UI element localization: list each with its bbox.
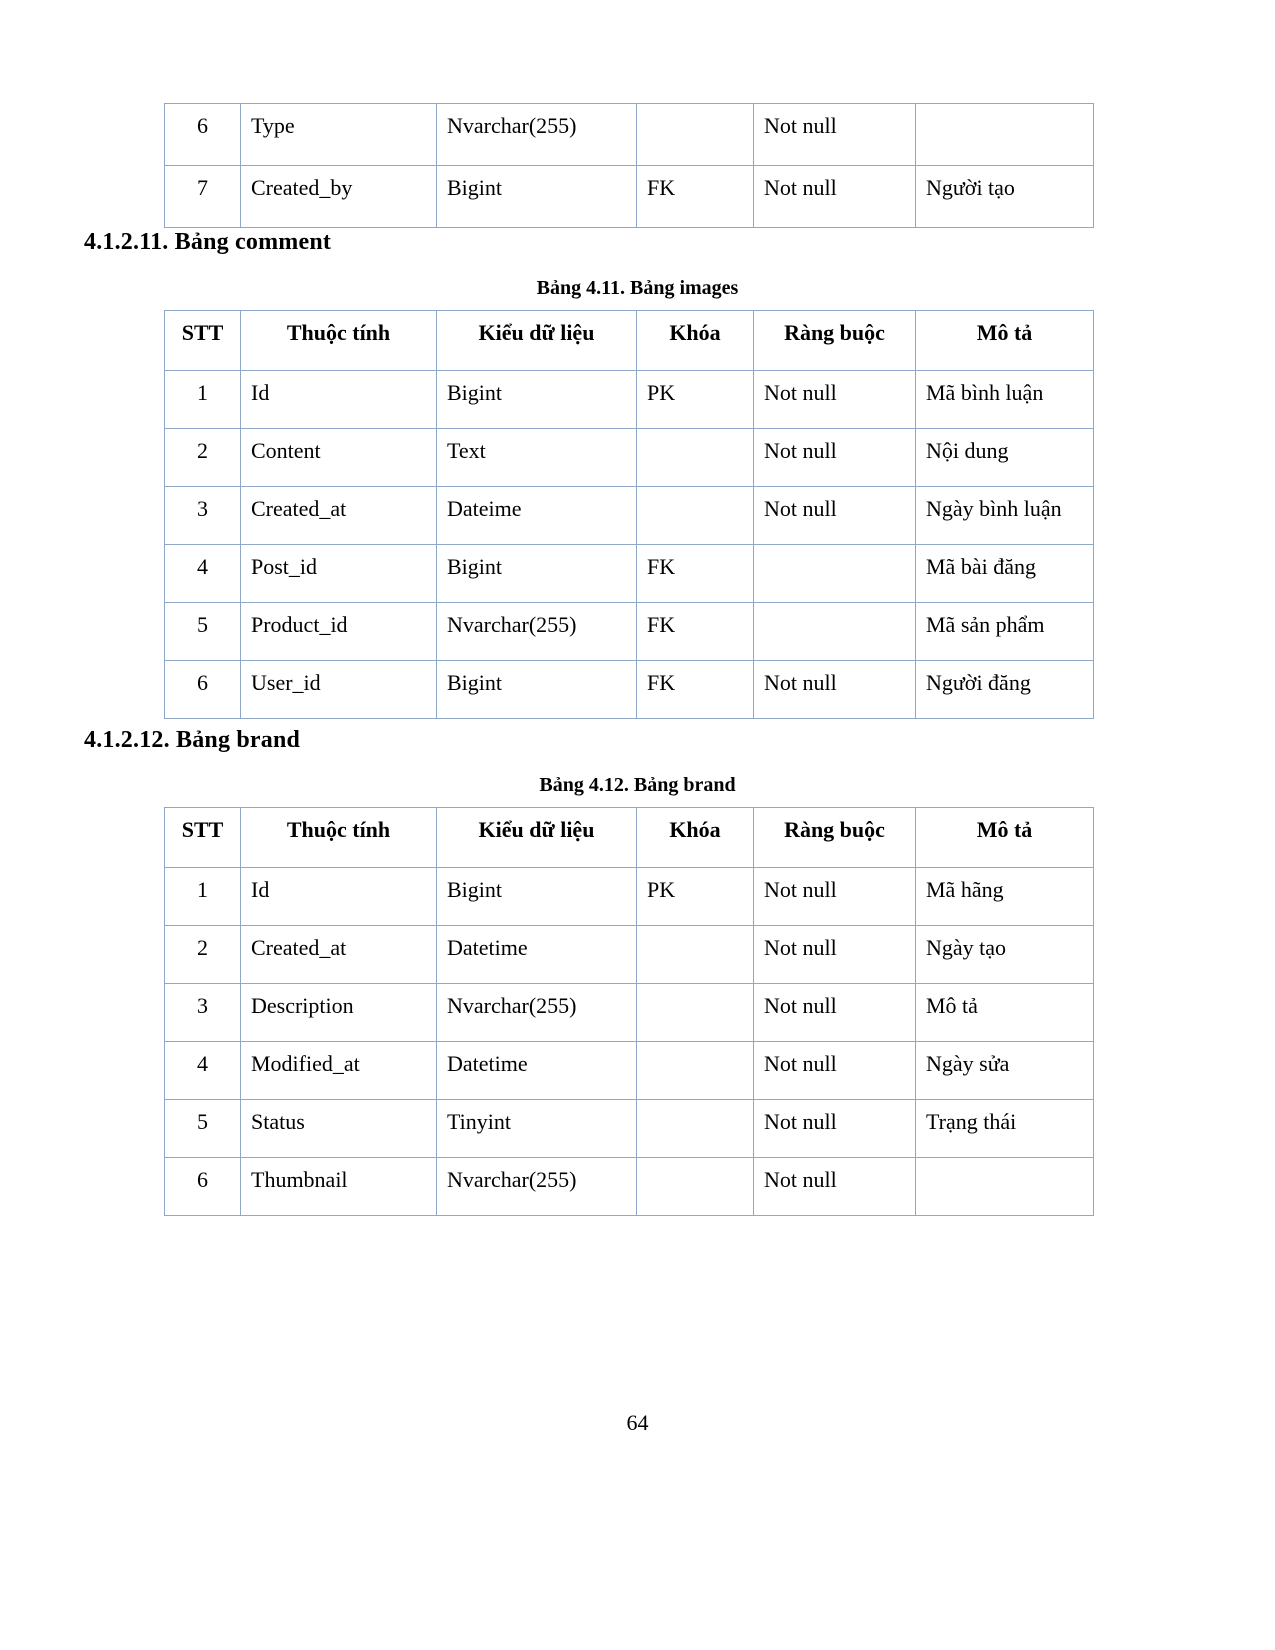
cell-datatype: Bigint: [437, 371, 637, 429]
cell-datatype: Nvarchar(255): [437, 984, 637, 1042]
table-brand: [164, 807, 1094, 1216]
table-body: [165, 104, 1094, 228]
cell-description: Mã bình luận: [916, 371, 1094, 429]
cell-attribute: Id: [241, 371, 437, 429]
cell-key: [637, 429, 754, 487]
cell-constraint: Not null: [754, 926, 916, 984]
table-caption-411: Bảng 4.11. Bảng images: [536, 277, 739, 299]
col-header-stt: STT: [165, 808, 241, 868]
cell-stt: 1: [165, 371, 241, 429]
cell-stt: 2: [165, 429, 241, 487]
col-header-description: Mô tả: [916, 808, 1094, 868]
cell-datatype: Nvarchar(255): [437, 603, 637, 661]
cell-attribute: Product_id: [241, 603, 437, 661]
cell-attribute: Created_by: [241, 166, 437, 228]
cell-description: Mã bài đăng: [916, 545, 1094, 603]
cell-stt: 2: [165, 926, 241, 984]
cell-key: FK: [637, 545, 754, 603]
page-number: 64: [626, 1410, 649, 1435]
table-row: [165, 545, 1094, 603]
col-header-constraint: Ràng buộc: [754, 311, 916, 371]
cell-datatype: Datetime: [437, 1042, 637, 1100]
cell-constraint: Not null: [754, 868, 916, 926]
cell-key: [637, 1042, 754, 1100]
cell-stt: 6: [165, 661, 241, 719]
cell-constraint: Not null: [754, 984, 916, 1042]
col-header-key: Khóa: [637, 311, 754, 371]
cell-description: Ngày bình luận: [916, 487, 1094, 545]
cell-key: PK: [637, 371, 754, 429]
cell-description: Mã hãng: [916, 868, 1094, 926]
table-header: [165, 311, 1094, 371]
cell-constraint: Not null: [754, 166, 916, 228]
cell-key: [637, 487, 754, 545]
table-header-row: [165, 808, 1094, 868]
cell-description: Ngày tạo: [916, 926, 1094, 984]
cell-stt: 5: [165, 1100, 241, 1158]
cell-datatype: Datetime: [437, 926, 637, 984]
cell-attribute: Post_id: [241, 545, 437, 603]
table-row: [165, 661, 1094, 719]
cell-stt: 7: [165, 166, 241, 228]
table-continued-images: [164, 103, 1094, 228]
cell-constraint: Not null: [754, 371, 916, 429]
cell-attribute: Thumbnail: [241, 1158, 437, 1216]
cell-datatype: Bigint: [437, 545, 637, 603]
table-row: [165, 984, 1094, 1042]
cell-constraint: [754, 545, 916, 603]
cell-constraint: Not null: [754, 1158, 916, 1216]
cell-stt: 6: [165, 104, 241, 166]
cell-attribute: User_id: [241, 661, 437, 719]
col-header-attribute: Thuộc tính: [241, 311, 437, 371]
cell-description: Mã sản phẩm: [916, 603, 1094, 661]
table-row: [165, 1158, 1094, 1216]
cell-key: [637, 104, 754, 166]
table-row: [165, 868, 1094, 926]
cell-description: [916, 1158, 1094, 1216]
cell-datatype: Text: [437, 429, 637, 487]
table-comment: [164, 310, 1094, 719]
cell-constraint: Not null: [754, 429, 916, 487]
cell-description: Trạng thái: [916, 1100, 1094, 1158]
table-body: [165, 868, 1094, 1216]
col-header-datatype: Kiểu dữ liệu: [437, 311, 637, 371]
cell-stt: 4: [165, 545, 241, 603]
cell-key: [637, 926, 754, 984]
table-row: [165, 429, 1094, 487]
table-header: [165, 808, 1094, 868]
cell-stt: 3: [165, 487, 241, 545]
cell-description: Người tạo: [916, 166, 1094, 228]
cell-datatype: Bigint: [437, 166, 637, 228]
section-heading-brand: 4.1.2.12. Bảng brand: [84, 727, 301, 753]
cell-attribute: Description: [241, 984, 437, 1042]
cell-stt: 3: [165, 984, 241, 1042]
col-header-attribute: Thuộc tính: [241, 808, 437, 868]
cell-datatype: Tinyint: [437, 1100, 637, 1158]
cell-attribute: Type: [241, 104, 437, 166]
cell-attribute: Status: [241, 1100, 437, 1158]
table-row: [165, 1100, 1094, 1158]
table-row: [165, 926, 1094, 984]
cell-description: Ngày sửa: [916, 1042, 1094, 1100]
cell-stt: 5: [165, 603, 241, 661]
table-row: [165, 487, 1094, 545]
cell-description: Người đăng: [916, 661, 1094, 719]
cell-stt: 4: [165, 1042, 241, 1100]
col-header-key: Khóa: [637, 808, 754, 868]
cell-key: FK: [637, 661, 754, 719]
col-header-constraint: Ràng buộc: [754, 808, 916, 868]
table-body: [165, 371, 1094, 719]
table-row: [165, 603, 1094, 661]
table-row: [165, 104, 1094, 166]
cell-key: PK: [637, 868, 754, 926]
cell-datatype: Nvarchar(255): [437, 1158, 637, 1216]
col-header-datatype: Kiểu dữ liệu: [437, 808, 637, 868]
cell-constraint: [754, 603, 916, 661]
cell-attribute: Created_at: [241, 926, 437, 984]
cell-stt: 6: [165, 1158, 241, 1216]
table-row: [165, 1042, 1094, 1100]
cell-attribute: Content: [241, 429, 437, 487]
table-row: [165, 166, 1094, 228]
cell-attribute: Id: [241, 868, 437, 926]
cell-description: Nội dung: [916, 429, 1094, 487]
section-heading-comment: 4.1.2.11. Bảng comment: [84, 229, 332, 255]
cell-key: [637, 1100, 754, 1158]
table-row: [165, 371, 1094, 429]
cell-datatype: Dateime: [437, 487, 637, 545]
cell-constraint: Not null: [754, 661, 916, 719]
table-header-row: [165, 311, 1094, 371]
col-header-description: Mô tả: [916, 311, 1094, 371]
cell-key: [637, 984, 754, 1042]
cell-attribute: Modified_at: [241, 1042, 437, 1100]
cell-constraint: Not null: [754, 1042, 916, 1100]
cell-key: FK: [637, 603, 754, 661]
cell-description: Mô tả: [916, 984, 1094, 1042]
cell-datatype: Bigint: [437, 868, 637, 926]
cell-key: [637, 1158, 754, 1216]
cell-constraint: Not null: [754, 104, 916, 166]
cell-datatype: Nvarchar(255): [437, 104, 637, 166]
cell-key: FK: [637, 166, 754, 228]
cell-datatype: Bigint: [437, 661, 637, 719]
cell-stt: 1: [165, 868, 241, 926]
col-header-stt: STT: [165, 311, 241, 371]
cell-attribute: Created_at: [241, 487, 437, 545]
cell-description: [916, 104, 1094, 166]
cell-constraint: Not null: [754, 1100, 916, 1158]
table-caption-412: Bảng 4.12. Bảng brand: [539, 774, 736, 796]
cell-constraint: Not null: [754, 487, 916, 545]
